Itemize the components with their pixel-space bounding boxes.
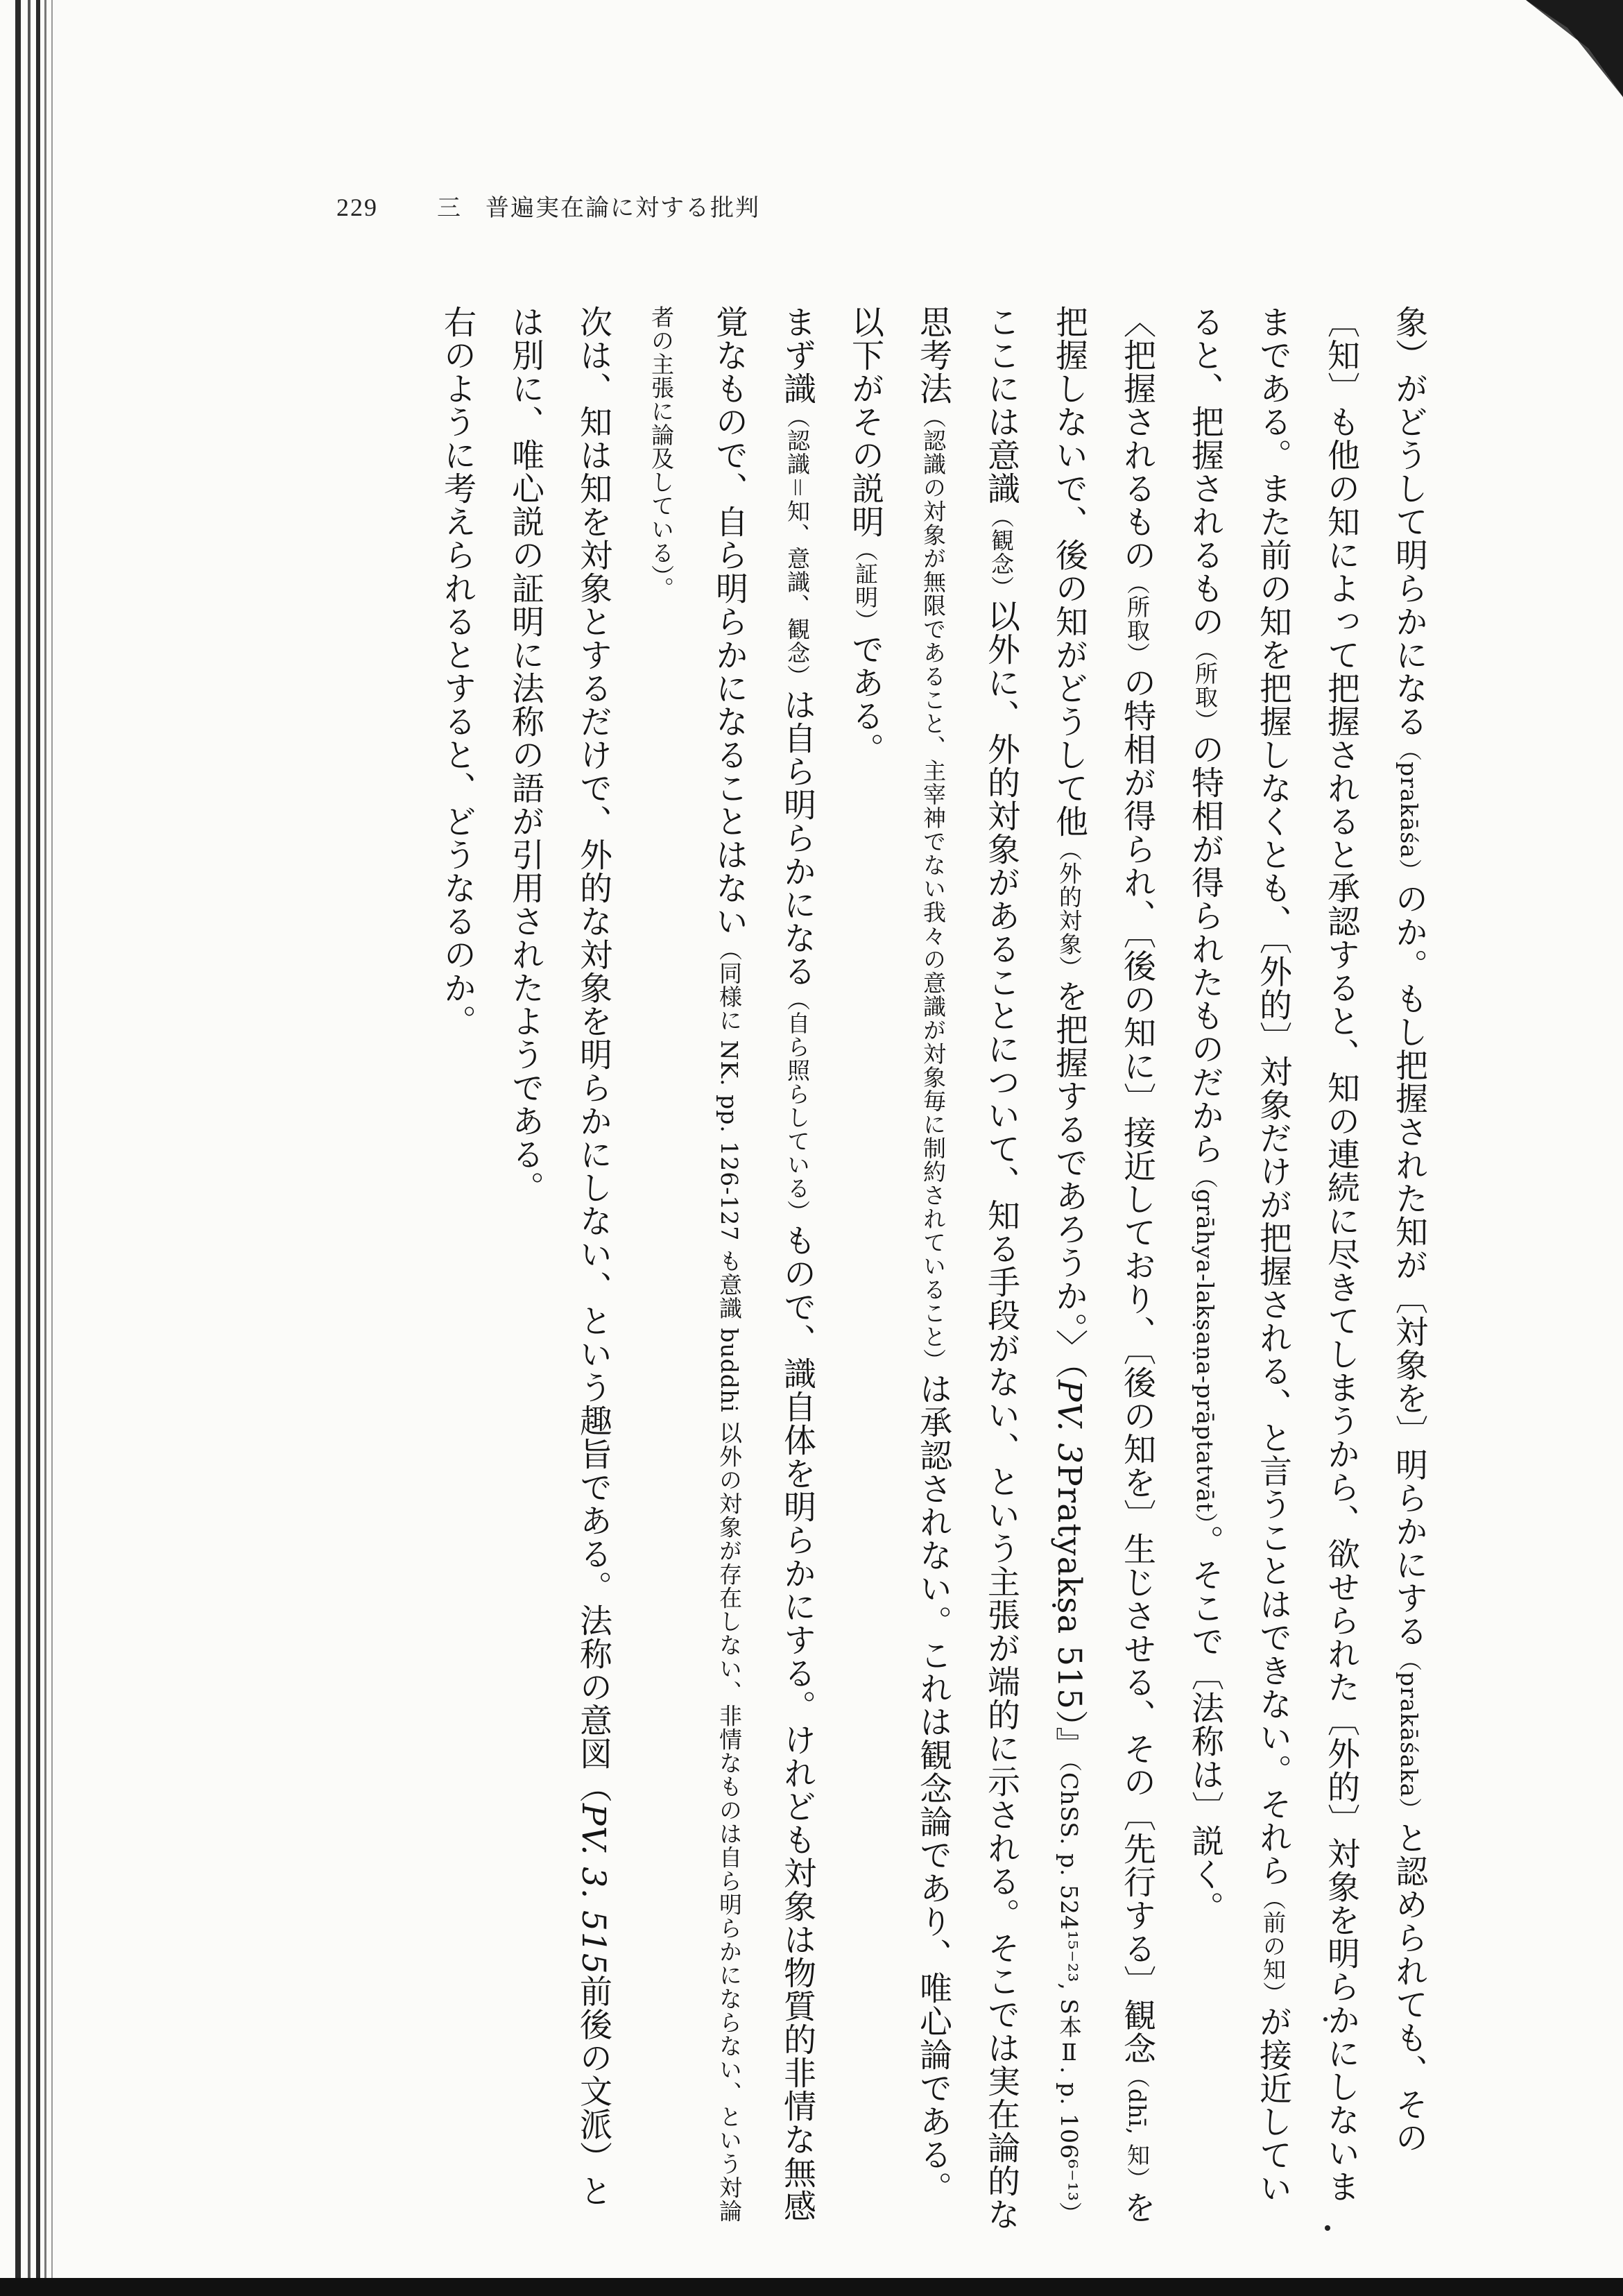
annotation: （同様に NK. pp. 126-127 も意識 buddhi 以外の対 bbox=[716, 938, 743, 1516]
text-line: を把握するであろうか。〉 bbox=[1050, 979, 1088, 1363]
text-line: も対象は物質的非情な無感覚なもので、自ら明らかになることはない bbox=[710, 305, 816, 2222]
text-line: ここには意識 bbox=[982, 305, 1020, 505]
annotation: （dhī, 知） bbox=[1124, 2065, 1151, 2191]
citation: （PV. 3. 515 bbox=[574, 1770, 612, 1975]
annotation: （認識＝知、意識、観念） bbox=[784, 405, 811, 688]
text-line: から bbox=[1186, 1099, 1224, 1165]
binding-edge bbox=[28, 0, 31, 2296]
text-line: もので、識自体を明らかにする。けれど bbox=[778, 1224, 816, 1823]
binding-edge bbox=[15, 0, 21, 2296]
text-line: 』 bbox=[1050, 1727, 1088, 1760]
text-line: 行する〕観念 bbox=[1118, 1865, 1156, 2065]
running-header bbox=[336, 189, 760, 223]
citation: （PV. 3 bbox=[1050, 1362, 1088, 1465]
text-line: は承認 bbox=[914, 1372, 952, 1472]
text-line: は自ら明らかになる bbox=[778, 688, 816, 988]
text-line: 〈把握されるもの bbox=[1118, 305, 1156, 572]
text-line: を把握しないで、後の知がどうして他 bbox=[1050, 305, 1156, 2224]
text-line: こでは実在論的な思考法 bbox=[914, 305, 1020, 2231]
annotation: （prakāśa） bbox=[1396, 738, 1423, 882]
text-line: 右のように考えられるとすると、どうなるのか。 bbox=[438, 305, 476, 1038]
paragraph-4 bbox=[491, 305, 627, 2234]
annotation: （所取） bbox=[1192, 638, 1219, 733]
quotation bbox=[1035, 305, 1171, 2234]
paragraph-5 bbox=[423, 305, 491, 2234]
page-number: 229 bbox=[336, 194, 378, 221]
annotation: （所取） bbox=[1124, 572, 1151, 666]
binding-edge bbox=[44, 0, 46, 2296]
text-line: 。そこで〔法称は〕説く。 bbox=[1186, 1525, 1224, 1925]
annotation: （証明） bbox=[852, 538, 879, 633]
annotation: （自ら照らしている） bbox=[784, 988, 811, 1224]
text-line: と言うことはできない。それら bbox=[1254, 1421, 1292, 1887]
annotation: （grāhya-lakṣaṇa-prāptatvāt） bbox=[1192, 1165, 1219, 1525]
body-text bbox=[305, 305, 1443, 2234]
text-line: と認め bbox=[1390, 1821, 1428, 1921]
text-line: まず識 bbox=[778, 305, 816, 405]
citation: Pratyakṣa 515） bbox=[1050, 1464, 1088, 1727]
scan-bottom-edge bbox=[0, 2278, 1623, 2296]
text-line: 前後の文派）とは別に、唯心説の証明に法称の語が引用されたようである。 bbox=[506, 305, 612, 2208]
paragraph-1 bbox=[1171, 305, 1443, 2234]
chapter-mark: 三 bbox=[437, 194, 462, 222]
text-line: のか。もし把握された知が〔対象を〕明らかにする bbox=[1390, 882, 1428, 1648]
annotation: （外的対象） bbox=[1056, 838, 1083, 979]
chapter-title: 普遍実在論に対する批判 bbox=[486, 194, 760, 222]
binding-edge bbox=[51, 0, 53, 2296]
binding-edge bbox=[36, 0, 40, 2296]
text-line: である。 bbox=[846, 633, 884, 766]
paragraph-2 bbox=[831, 305, 1035, 2234]
text-line: られても、その〔知〕も他の知によって把握されると承認すると、知の連続に尽きてしまうから、欲せられた bbox=[1322, 305, 1428, 2154]
text-line: 〔外的〕対象を明らかにしないままである。また前の知を把握しなくとも、〔外的〕対象だけが把握される、 bbox=[1254, 305, 1360, 2203]
annotation: （観念） bbox=[988, 505, 1015, 599]
citation: （ChSS. p. 524¹⁵⁻²³, S本Ⅱ. p. 106⁶⁻¹³） bbox=[1056, 1760, 1083, 2226]
annotation: （前の知） bbox=[1260, 1887, 1287, 2005]
folded-corner bbox=[1484, 0, 1623, 104]
paragraph-3 bbox=[627, 305, 831, 2234]
text-line: 以外に、外的対象があることについて、知る手段がない、という主張が端的に示される。そ bbox=[982, 599, 1020, 1964]
text-line: されない。これは観念論であり、唯心論である。以下がその説明 bbox=[846, 305, 952, 2204]
text-line: の特相が得られたものだ bbox=[1186, 733, 1224, 1099]
annotation: 象が存在しない、非情なものは自ら明らかにならない、という対論者の主張に論及している）。 bbox=[648, 305, 743, 2223]
annotation: （認識の対象が無限であること、主宰神でない我々の意識が対象毎に制約されていること） bbox=[920, 405, 947, 1372]
text-line: 次は、知は知を対象とするだけで、外的な対象を明らかにしない、という趣旨である。法称の意図 bbox=[574, 305, 612, 1770]
text-line: の特相が得られ、〔後の知に〕接近しており、〔後の知を〕生じさせる、その〔先 bbox=[1118, 666, 1156, 1865]
text-line: が接近していると、把握されるもの bbox=[1186, 305, 1292, 2205]
text-line: 象）がどうして明らかになる bbox=[1390, 305, 1428, 738]
annotation: （prakāśaka） bbox=[1396, 1647, 1423, 1822]
